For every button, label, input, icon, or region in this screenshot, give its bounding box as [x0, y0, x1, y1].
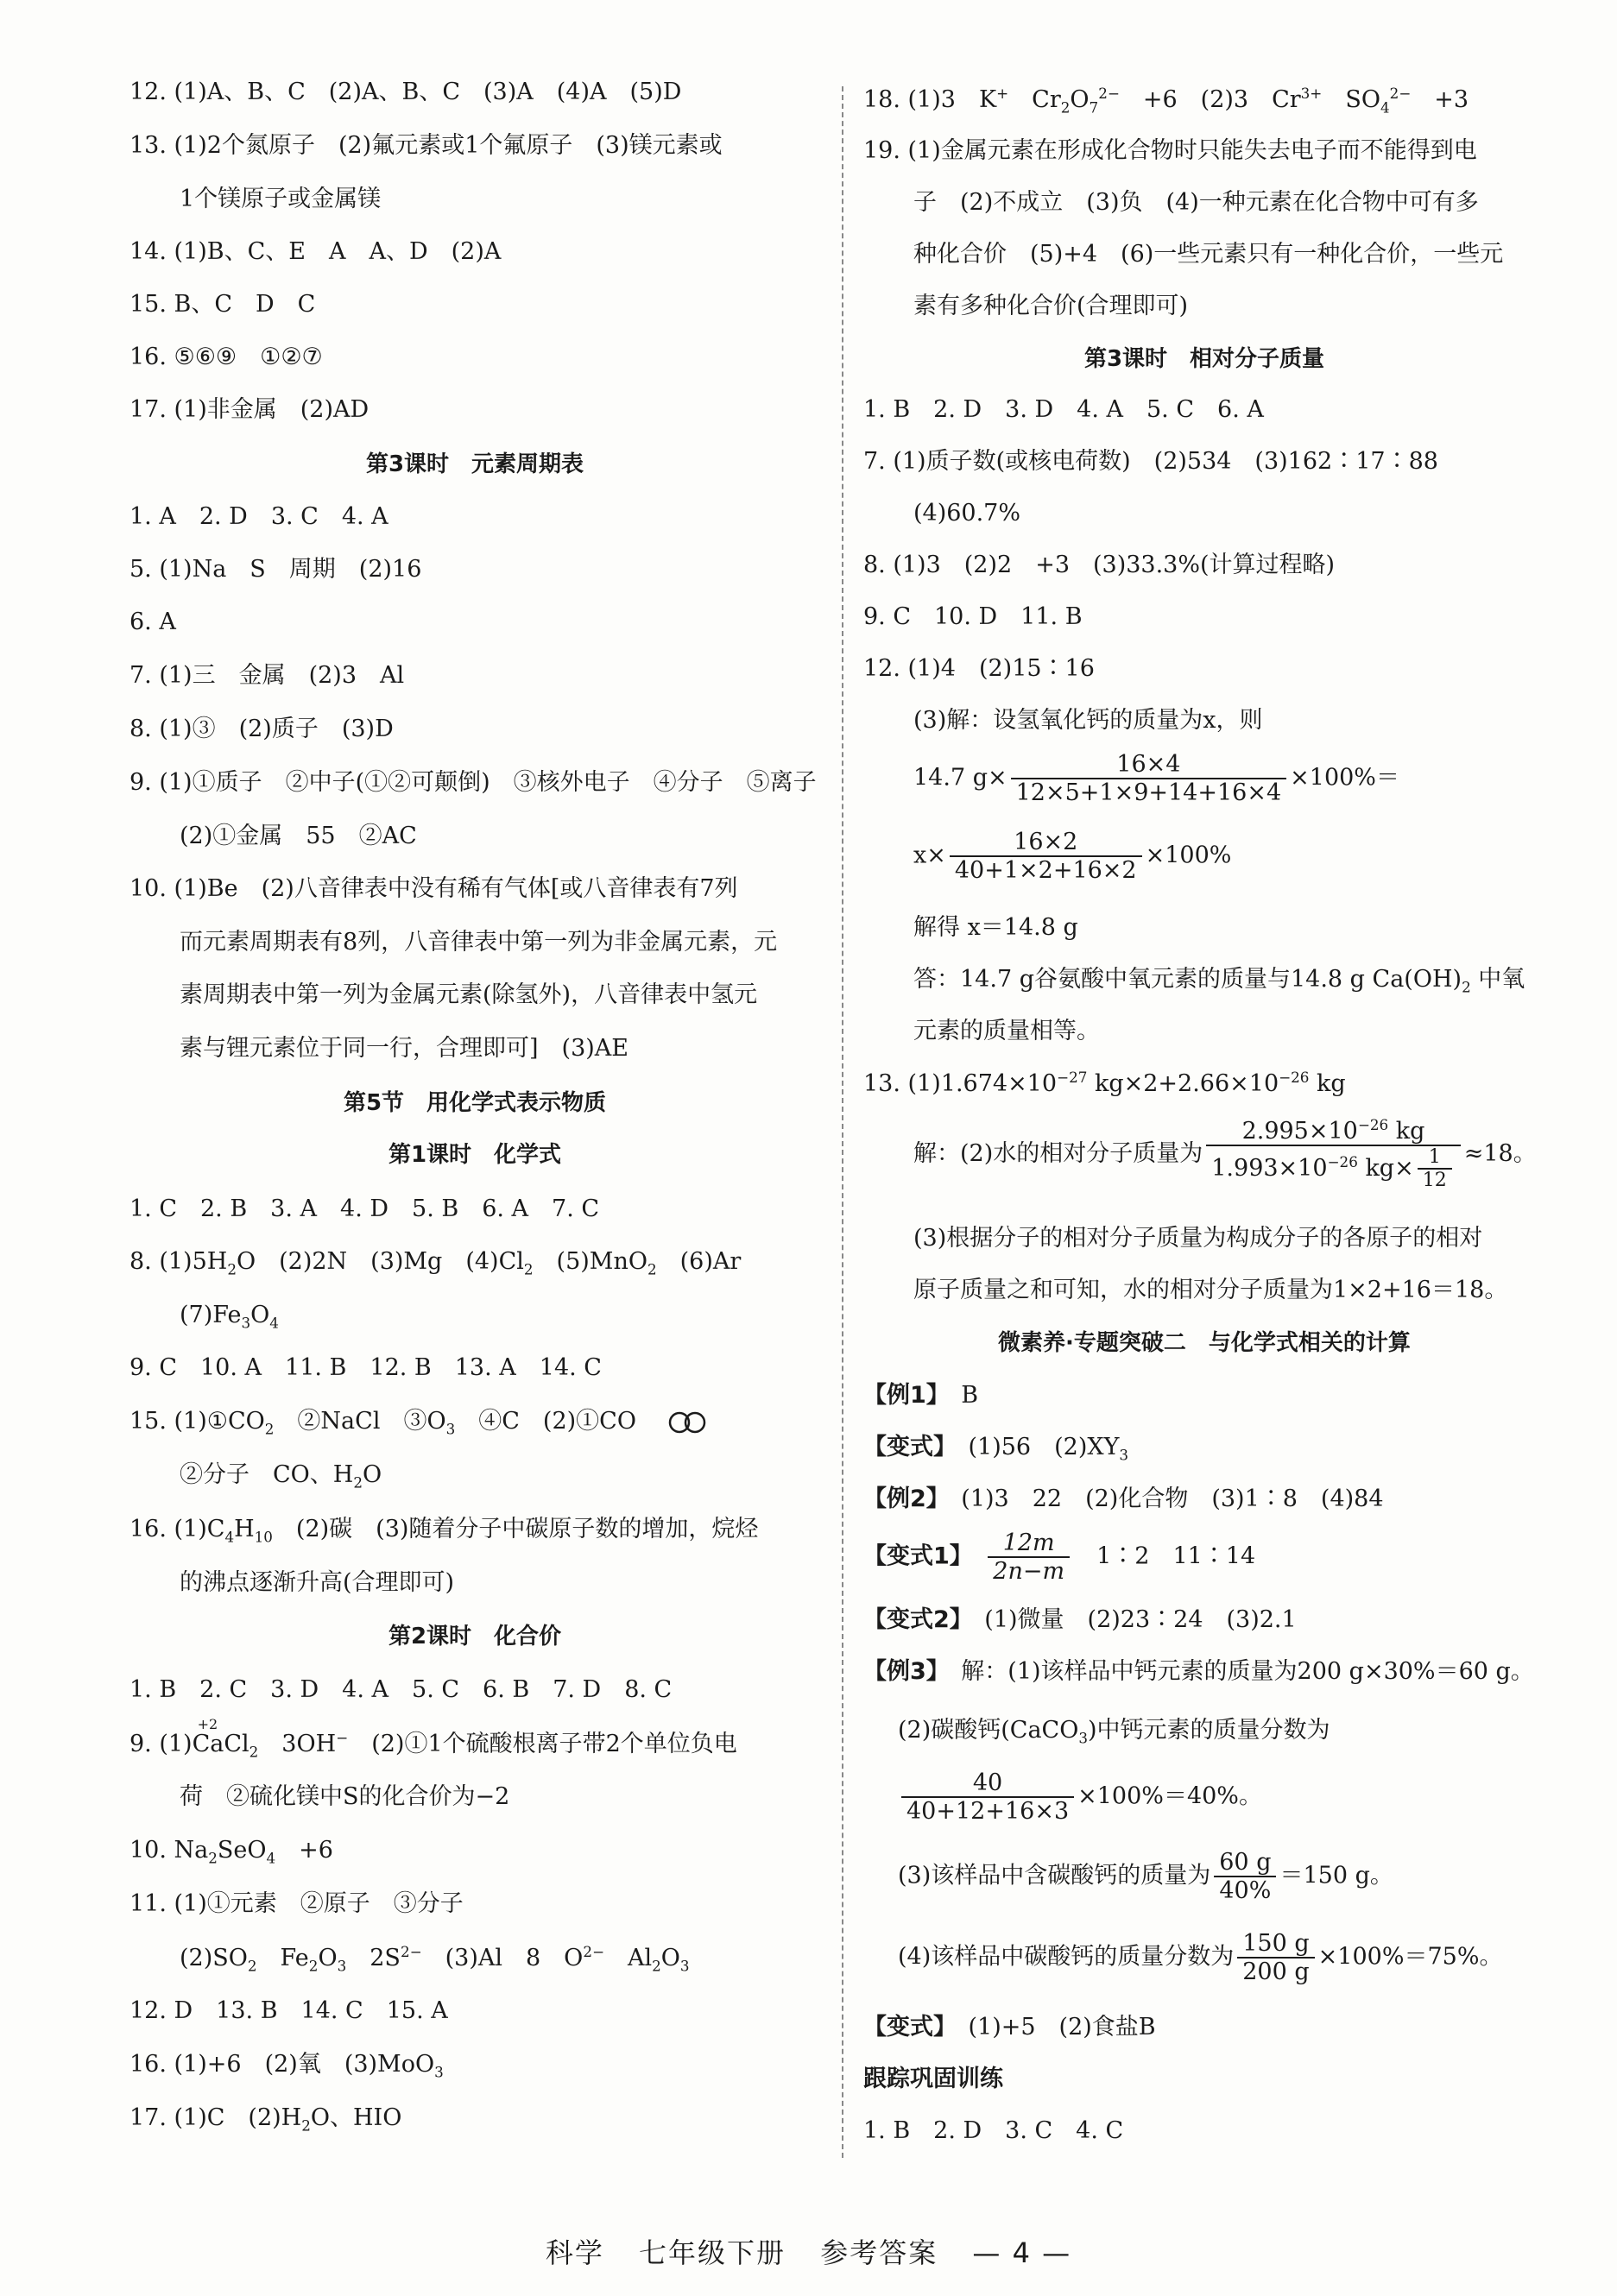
- answer-line: 9. C 10. A 11. B 12. B 13. A 14. C: [129, 1354, 602, 1381]
- answer-line: 元素的质量相等。: [913, 1018, 1100, 1044]
- answer-line: 【例1】 B: [863, 1382, 979, 1409]
- answer-line: 17. (1)非金属 (2)AD: [129, 396, 370, 423]
- answer-line: 【变式】 (1)56 $(2)XY_3$: [863, 1434, 1129, 1464]
- answer-line: 【变式】 (1)+5 (2)食盐B: [863, 2014, 1156, 2041]
- answer-line: 13. $(1)1.674\times 10^{-27}$ $kg\times 2+2.66\times 10^{-26}$ kg: [863, 1069, 1346, 1097]
- formula-line: 【变式1】 $\frac{12m}{2n-m}$ 1∶2 11∶14: [863, 1530, 1256, 1586]
- answer-line: 8. (1)3 (2)2 +3 (3)33.3%(计算过程略): [863, 552, 1336, 578]
- answer-line: 原子质量之和可知，水的相对分子质量为1×2+16＝18。: [913, 1277, 1508, 1303]
- answer-line: 答：14.7 g谷氨酸中氧元素的质量与14.8 g $Ca(OH)_2$ 中氧: [913, 966, 1525, 996]
- answer-line: 1. A 2. D 3. C 4. A: [129, 503, 388, 530]
- fraction: $2.995\times 10^{-26}$ kg $1.993\times 10^{-26}$ kg× $\frac{1}{12}$: [1206, 1117, 1460, 1192]
- section-heading: 第2课时 化合价: [388, 1624, 562, 1649]
- fraction: $\frac{150 g}{200 g}$: [1237, 1930, 1314, 1985]
- answer-line: 16. ⑤⑥⑨ ①②⑦: [129, 344, 323, 370]
- answer-line: 19. (1)金属元素在形成化合物时只能失去电子而不能得到电: [863, 137, 1477, 164]
- answer-line: 18. (1)3 K+ $Cr_2O_7^{2-}$ +6 (2)3 $Cr^{3+}$ $SO_4^{2-}$ +3: [863, 85, 1469, 117]
- section-heading: 跟踪巩固训练: [863, 2066, 1003, 2092]
- answer-line: 16. $(1)C_4H_{10}$ (2)碳 (3)随着分子中碳原子数的增加，烷烃: [129, 1516, 759, 1546]
- answer-line: 而元素周期表有8列，八音律表中第一列为非金属元素，元: [180, 929, 778, 956]
- answer-line: 1. B 2. D 3. D 4. A 5. C 6. A: [863, 396, 1264, 423]
- answer-line: 7. (1)质子数(或核电荷数) (2)534 (3)162∶17∶88: [863, 448, 1438, 475]
- answer-line: 种化合价 (5)+4 (6)一些元素只有一种化合价，一些元: [913, 241, 1504, 268]
- answer-line: ②分子 CO、$H_2O$: [180, 1461, 382, 1492]
- section-heading: 第3课时 元素周期表: [365, 451, 584, 477]
- page-number: — 4 —: [972, 2236, 1072, 2269]
- answer-line: 5. (1)Na S 周期 (2)16: [129, 556, 422, 583]
- formula-line: (3)该样品中含碳酸钙的质量为 $\frac{60 g}{40\%}$ ＝150 g。: [898, 1849, 1393, 1905]
- answer-line: (3)根据分子的相对分子质量为构成分子的各原子的相对: [913, 1225, 1483, 1252]
- answer-line: 15. B、C D C: [129, 291, 316, 318]
- fraction: $\frac{12m}{2n-m}$: [988, 1530, 1070, 1585]
- answer-line: 13. (1)2个氮原子 (2)氟元素或1个氟原子 (3)镁元素或: [129, 132, 723, 159]
- fraction: $\frac{40}{40+12+16\times 3}$: [901, 1769, 1074, 1825]
- footer-subject: 科学: [545, 2236, 604, 2269]
- section-heading: 第3课时 相对分子质量: [1083, 346, 1325, 372]
- answer-line: 素与锂元素位于同一行，合理即可] (3)AE: [180, 1035, 628, 1062]
- answer-line: 荷 ②硫化镁中S的化合价为−2: [180, 1783, 510, 1810]
- answer-line: 1. B 2. C 3. D 4. A 5. C 6. B 7. D 8. C: [129, 1676, 673, 1703]
- footer-grade: 七年级下册: [639, 2236, 786, 2269]
- column-divider: [842, 86, 843, 2158]
- answer-line: 9. C 10. D 11. B: [863, 603, 1083, 630]
- answer-line: 12. D 13. B 14. C 15. A: [129, 1997, 448, 2024]
- answer-line: 【例3】 解：(1)该样品中钙元素的质量为200 g×30%＝60 g。: [863, 1658, 1534, 1685]
- fraction: $\frac{16\times 2}{40+1\times 2+16\times 2}$: [950, 829, 1142, 884]
- formula-line: x× $\frac{16\times 2}{40+1\times 2+16\times 2}$ ×100%: [913, 829, 1232, 885]
- answer-line: 1个镁原子或金属镁: [180, 186, 382, 212]
- answer-line: 【例2】 (1)3 22 (2)化合物 (3)1∶8 (4)84: [863, 1485, 1384, 1512]
- answer-line: 11. (1)①元素 ②原子 ③分子: [129, 1890, 464, 1917]
- section-heading: 第1课时 化学式: [388, 1142, 562, 1168]
- formula-line: $\frac{40}{40+12+16\times 3}$ ×100%＝40%。: [898, 1769, 1262, 1825]
- answer-line: 10. (1)Be (2)八音律表中没有稀有气体[或八音律表有7列: [129, 875, 738, 902]
- answer-line: 12. (1)A、B、C (2)A、B、C (3)A (4)A (5)D: [129, 79, 682, 105]
- answer-line: 的沸点逐渐升高(合理即可): [180, 1569, 455, 1596]
- answer-line: 子 (2)不成立 (3)负 (4)一种元素在化合物中可有多: [913, 189, 1479, 216]
- answer-line: (4)60.7%: [913, 500, 1021, 527]
- answer-line: 解得 x＝14.8 g: [913, 914, 1078, 941]
- answer-line: 9. (1) +2 CaCl$_2$ 3OH− (2)①1个硫酸根离子带2个单位负电: [129, 1716, 737, 1761]
- answer-line: $(7)Fe_3O_4$: [180, 1302, 279, 1332]
- section-heading: 第5节 用化学式表示物质: [343, 1090, 607, 1116]
- answer-line: (2)①金属 55 ②AC: [180, 823, 417, 849]
- footer-label: 参考答案: [820, 2236, 938, 2269]
- formula-line: 14.7 g× $\frac{16\times 4}{12\times 5+1\times 9+14+16\times 4}$ ×100%＝: [913, 751, 1399, 807]
- answer-line: 【变式2】 (1)微量 (2)23∶24 (3)2.1: [863, 1606, 1297, 1633]
- answer-line: 素周期表中第一列为金属元素(除氢外)，八音律表中氢元: [180, 981, 758, 1008]
- section-heading: 微素养·专题突破二 与化学式相关的计算: [998, 1330, 1411, 1356]
- answer-line: (2)碳酸钙(CaCO$_3$)中钙元素的质量分数为: [898, 1717, 1330, 1747]
- answer-line: 1. B 2. D 3. C 4. C: [863, 2117, 1124, 2144]
- fraction: $\frac{60 g}{40\%}$: [1214, 1849, 1276, 1904]
- fraction: $\frac{16\times 4}{12\times 5+1\times 9+14+16\times 4}$: [1011, 751, 1287, 806]
- answer-line: 16. (1)+6 (2)氧 (3)MoO$_3$: [129, 2051, 444, 2081]
- answer-line: 7. (1)三 金属 (2)3 Al: [129, 662, 405, 689]
- answer-line: 6. A: [129, 609, 176, 635]
- answer-line: 1. C 2. B 3. A 4. D 5. B 6. A 7. C: [129, 1195, 600, 1222]
- answer-line: 14. (1)B、C、E A A、D (2)A: [129, 238, 502, 265]
- answer-line: 8. (1)③ (2)质子 (3)D: [129, 716, 394, 742]
- answer-line: 15. $(1)①CO_2$ ②NaCl $③O_3$ ④C (2)①CO: [129, 1407, 707, 1438]
- answer-line: 12. (1)4 (2)15∶16: [863, 655, 1095, 682]
- answer-line: (3)解：设氢氧化钙的质量为x，则: [913, 707, 1263, 734]
- formula-line: 解：(2)水的相对分子质量为 $2.995\times 10^{-26}$ kg $1.993\times 10^{-26}$ kg× $\frac{1}{12}$ ≈18。: [913, 1116, 1537, 1192]
- answer-line: 8. $(1)5H_2O$ (2)2N (3)Mg $(4)Cl_2$ (5)MnO$_2$ (6)Ar: [129, 1248, 742, 1278]
- answer-line: $(2)SO_2$ $Fe_2O_3$ $2S^{2-}$ (3)Al 8 $O^{2-}$ $Al_2O_3$: [180, 1943, 690, 1975]
- formula-line: (4)该样品中碳酸钙的质量分数为 $\frac{150 g}{200 g}$ ×100%＝75%。: [898, 1930, 1503, 1986]
- answer-line: 10. $Na_2SeO_4$ +6: [129, 1837, 333, 1867]
- answer-line: 9. (1)①质子 ②中子(①②可颠倒) ③核外电子 ④分子 ⑤离子: [129, 769, 817, 796]
- answer-line: 17. (1)C $(2)H_2O$、HIO: [129, 2104, 402, 2135]
- co-molecule-icon: [667, 1411, 707, 1434]
- answer-line: 素有多种化合价(合理即可): [913, 293, 1189, 319]
- page-footer: [0, 2236, 1617, 2270]
